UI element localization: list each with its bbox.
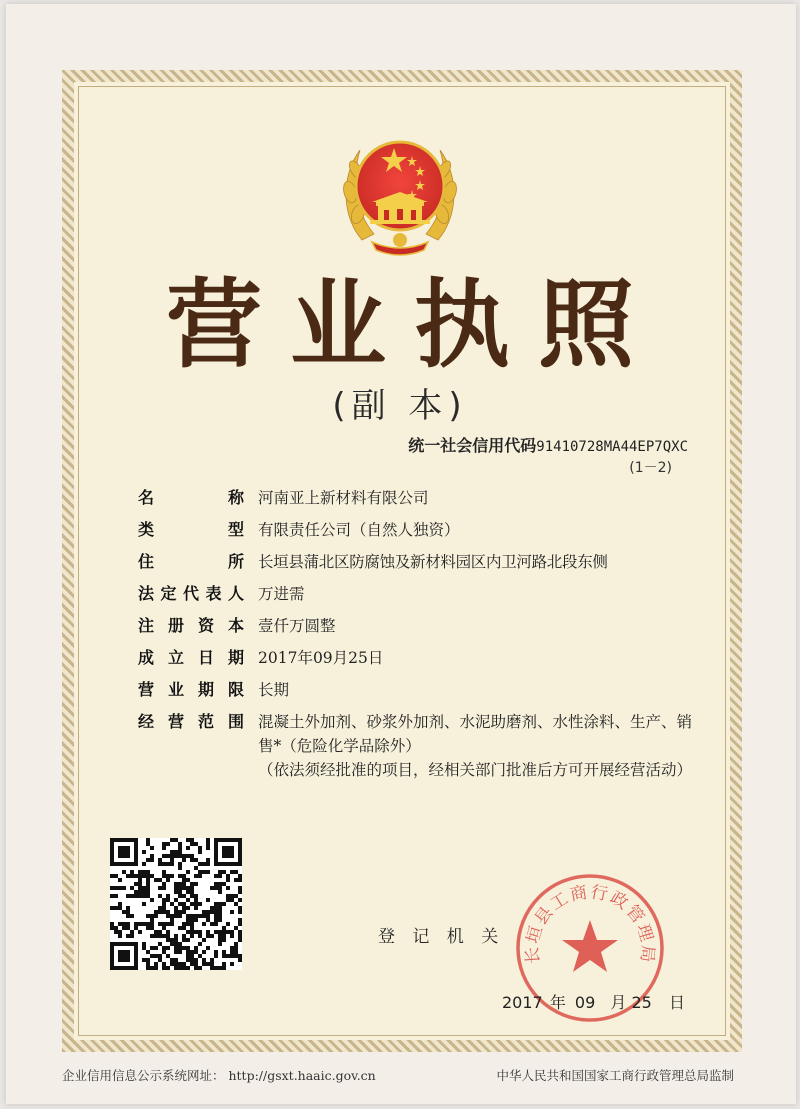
credit-code-line [408,433,688,456]
registration-authority-label: 登 记 机 关 [378,927,505,947]
field-row-established [138,642,698,674]
field-value: 万进需 [258,585,305,603]
issue-year: 2017 [502,993,543,1012]
credit-code-value: 91410728MA44EP7QXC [536,439,688,455]
registration-fields [138,482,698,782]
issue-month: 09 [574,993,596,1012]
issue-year-unit: 年 [549,993,566,1012]
qr-code-icon[interactable] [110,838,242,970]
field-row-address [138,546,698,578]
field-value: 河南亚上新材料有限公司 [258,489,429,507]
field-label: 类 型 [138,520,244,539]
field-label: 法 定 代 表 人 [138,584,244,603]
copy-number: (1－2) [629,460,672,476]
field-row-type [138,514,698,546]
field-row-scope [138,706,698,782]
field-label: 经 营 范 围 [138,712,244,731]
issue-month-unit: 月 [610,993,627,1012]
field-row-term [138,674,698,706]
issue-day: 25 [631,993,652,1012]
seal-text: 长垣县工商行政管理局 [522,882,658,965]
field-label: 营 业 期 限 [138,680,244,699]
business-scope-text: 混凝土外加剂、砂浆外加剂、水泥助磨剂、水性涂料、生产、销售*（危险化学品除外） [258,713,693,755]
field-row-name [138,482,698,514]
national-emblem-icon [332,122,468,262]
field-value-scope [258,706,698,782]
field-label: 名 称 [138,488,244,507]
field-label: 住 所 [138,552,244,571]
footer-website: 企业信用信息公示系统网址： http://gsxt.haaic.gov.cn [62,1068,376,1083]
credit-code-label: 统一社会信用代码 [408,436,537,455]
field-label: 成 立 日 期 [138,648,244,667]
field-label: 注 册 资 本 [138,616,244,635]
document-subtitle: (副 本) [332,386,468,426]
document-title: 营业执照 [166,269,662,381]
field-value: 长垣县蒲北区防腐蚀及新材料园区内卫河路北段东侧 [258,553,608,571]
issue-day-unit: 日 [668,993,685,1012]
field-row-legal-rep [138,578,698,610]
business-scope-note: （依法须经批准的项目，经相关部门批准后方可开展经营活动） [258,761,693,779]
field-row-capital [138,610,698,642]
issue-date [502,990,685,1013]
field-value: 2017年09月25日 [258,649,384,667]
footer-issuer: 中华人民共和国国家工商行政管理总局监制 [496,1068,734,1083]
field-value: 长期 [258,681,290,699]
field-value: 有限责任公司（自然人独资） [258,521,460,539]
field-value: 壹仟万圆整 [258,617,336,635]
